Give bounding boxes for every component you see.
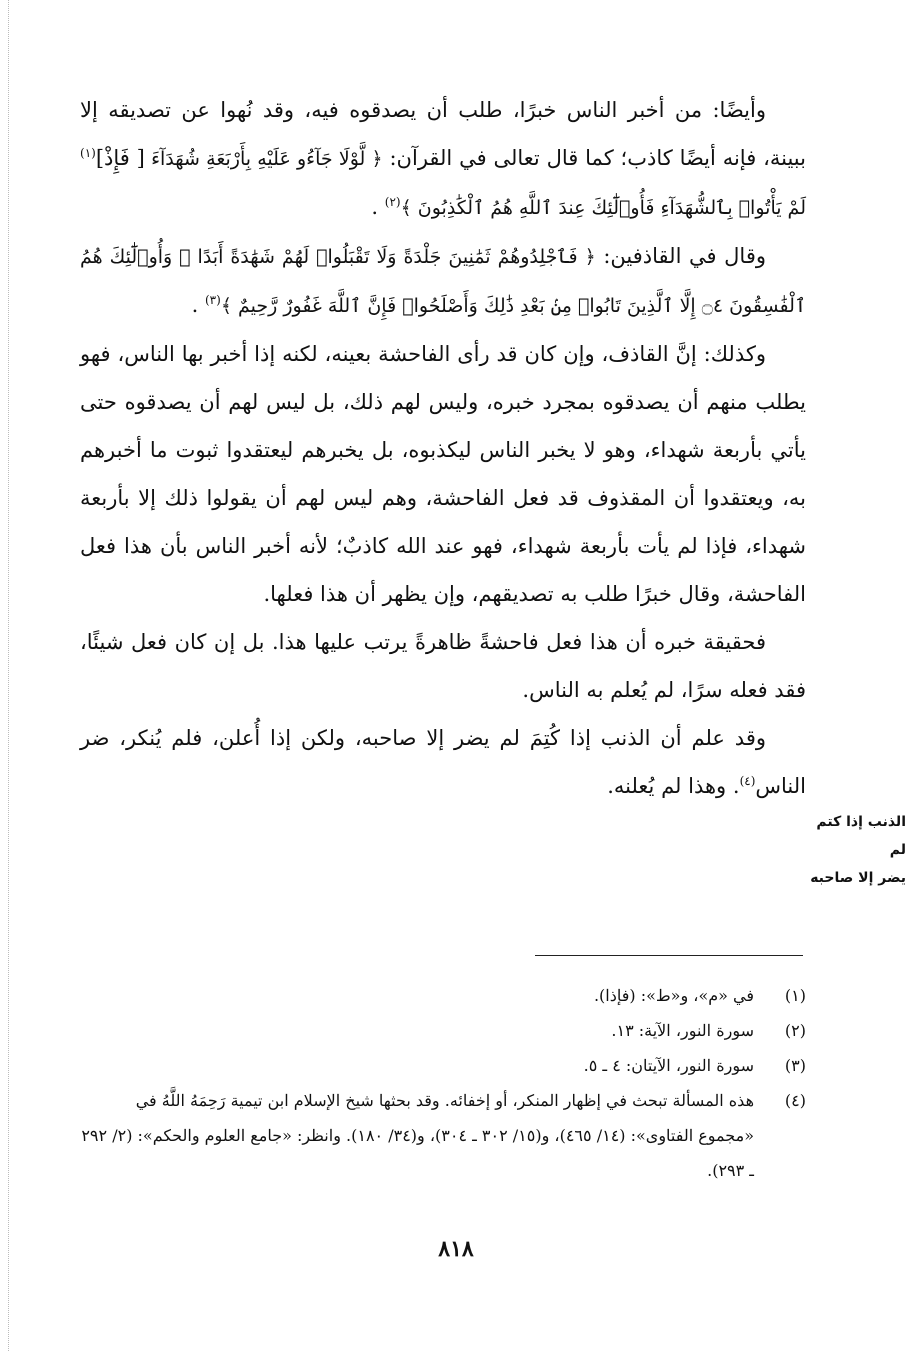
footnote-ref-2[interactable]: (٢) xyxy=(384,195,401,209)
margin-heading xyxy=(808,808,906,892)
footnote-text: هذه المسألة تبحث في إظهار المنكر، أو إخفائه. وقد بحثها شيخ الإسلام ابن تيمية رَحِمَهُ اللَّهُ في «مجموع الفتاوى»: (١٤/ ٤٦٥)، و(١٥/ ٣٠٢ ـ ٣٠٤)، و(٣٤/ ١٨٠). وانظر: «جامع العلوم والحكم»: (٢/ ٢٩٢ ـ ٢٩٣). xyxy=(81,1091,754,1180)
footnote-separator xyxy=(535,955,803,956)
paragraph-2-text: وقال في القاذفين: xyxy=(595,244,766,268)
footnote-number: (٤) xyxy=(784,1091,806,1110)
footnote-ref-4[interactable]: (٤) xyxy=(739,774,756,788)
quran-verse-1b: لَمْ يَأْتُوا۟ بِٱلشُّهَدَآءِ فَأُو۟لَٰٓئِكَ عِندَ ٱللَّهِ هُمُ ٱلْكَٰذِبُونَ ﴾ xyxy=(400,197,806,219)
footnote-number: (٢) xyxy=(784,1021,806,1040)
paragraph-5-text: وقد علم أن الذنب إذا كُتِمَ لم يضر إلا صاحبه، ولكن إذا أُعلن، فلم يُنكر، ضر الناس xyxy=(80,726,806,798)
paragraph-3: وكذلك: إنَّ القاذف، وإن كان قد رأى الفاحشة بعينه، لكنه إذا أخبر بها الناس، فهو يطلب منهم أن يصدقوه بمجرد خبره، وليس لهم ذلك، بل ليس لهم أن يصدقوه حتى يأتي بأربعة شهداء، وهو لا يخبر الناس ليكذبوه، بل يخبرهم ليعتقدوا ثبوت ما أخبرهم به، ويعتقدوا أن المقذوف قد فعل الفاحشة، وهم ليس لهم أن يقولوا ذلك إلا بأربعة شهداء، فإذا لم يأت بأربعة شهداء، فهو عند الله كاذبٌ؛ لأنه أخبر الناس بأن هذا فعل الفاحشة، وقال خبرًا طلب به تصديقهم، وإن يظهر أن هذا فعلها. xyxy=(80,342,806,606)
scan-edge-divider xyxy=(8,0,9,1351)
footnotes xyxy=(80,978,806,1188)
footnote-item xyxy=(80,1013,806,1048)
footnote-ref-3[interactable]: (٣) xyxy=(204,293,221,307)
paragraph-1 xyxy=(80,86,806,232)
footnote-item xyxy=(80,978,806,1013)
footnote-item xyxy=(80,1048,806,1083)
paragraph-5 xyxy=(80,714,806,810)
editor-bracket: [ فَإِذْ] xyxy=(95,146,145,170)
paragraph-2 xyxy=(80,232,806,330)
footnote-text: سورة النور، الآية: ١٣. xyxy=(611,1021,754,1040)
main-text xyxy=(80,86,806,810)
footnote-number: (٣) xyxy=(784,1056,806,1075)
margin-heading-line-1: الذنب إذا كتم لم xyxy=(816,814,906,858)
quran-verse-2: ﴿ فَٱجْلِدُوهُمْ ثَمَٰنِينَ جَلْدَةً وَلَا تَقْبَلُوا۟ لَهُمْ شَهَٰدَةً أَبَدًا ۚ وَأُو۟لَٰٓئِكَ هُمُ ٱلْفَٰسِقُونَ ۝٤ إِلَّا ٱلَّذِينَ تَابُوا۟ مِنۢ بَعْدِ ذَٰلِكَ وَأَصْلَحُوا۟ فَإِنَّ ٱللَّهَ غَفُورٌ رَّحِيمٌ ﴾ xyxy=(80,246,806,317)
paragraph-1-text: وأيضًا: من أخبر الناس خبرًا، طلب أن يصدقوه فيه، وقد نُهوا عن تصديقه إلا ببينة، فإنه أيضًا كاذب؛ كما قال تعالى في القرآن: xyxy=(80,98,806,170)
footnote-text: في «م»، و«ط»: (فإذا). xyxy=(593,986,754,1005)
footnote-text: سورة النور، الآيتان: ٤ ـ ٥. xyxy=(583,1056,754,1075)
paragraph-2-end: . xyxy=(191,293,205,317)
footnote-item xyxy=(80,1083,806,1188)
paragraph-4: فحقيقة خبره أن هذا فعل فاحشةً ظاهرةً يرتب عليها هذا. بل إن كان فعل شيئًا، فقد فعله سرًا، لم يُعلم به الناس. xyxy=(80,630,806,702)
margin-heading-line-2: يضر إلا صاحبه xyxy=(810,870,906,886)
footnote-number: (١) xyxy=(784,986,806,1005)
paragraph-1-end: . xyxy=(371,195,385,219)
footnote-ref-1[interactable]: (١) xyxy=(80,146,96,160)
quran-verse-1a: ﴿ لَّوْلَا جَآءُو عَلَيْهِ بِأَرْبَعَةِ شُهَدَآءَ xyxy=(144,148,383,170)
page-number: ٨١٨ xyxy=(438,1236,474,1262)
paragraph-5-end: . وهذا لم يُعلنه. xyxy=(607,774,740,798)
